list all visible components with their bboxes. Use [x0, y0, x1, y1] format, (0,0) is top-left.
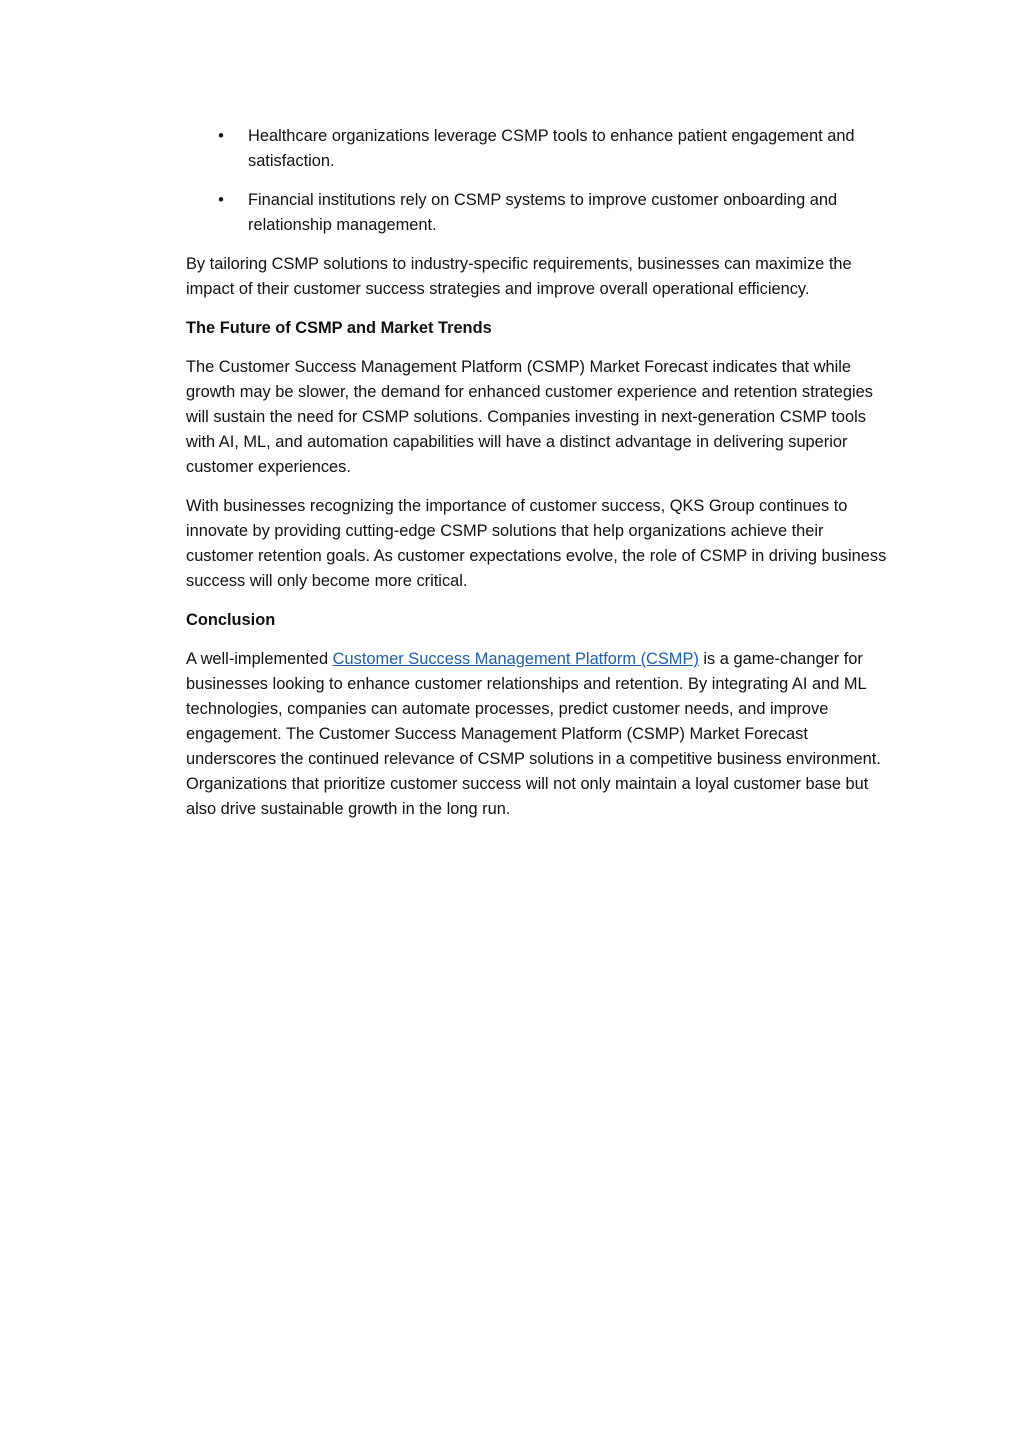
bullet-text: Healthcare organizations leverage CSMP tools to enhance patient engagement and satisfaction.	[248, 127, 855, 170]
paragraph-forecast: The Customer Success Management Platform (CSMP) Market Forecast indicates that while growth may be slower, the demand for enhanced customer experience and retention strategies will sustain the need for CSMP solutions. Companies investing in next-generation CSMP tools with AI, ML, and automation capabilities will have a distinct advantage in delivering superior customer experiences.	[186, 358, 873, 476]
bullet-text: Financial institutions rely on CSMP systems to improve customer onboarding and relationship management.	[248, 191, 838, 234]
section-heading-future: The Future of CSMP and Market Trends	[186, 319, 492, 337]
list-item	[186, 188, 892, 238]
conclusion-text-start: A well-implemented	[186, 650, 333, 668]
document-page	[186, 124, 892, 836]
paragraph-conclusion	[186, 647, 892, 822]
section-heading-conclusion: Conclusion	[186, 611, 276, 629]
paragraph-tailoring: By tailoring CSMP solutions to industry-specific requirements, businesses can maximize the impact of their customer success strategies and improve overall operational efficiency.	[186, 255, 852, 298]
conclusion-text-end: is a game-changer for businesses looking to enhance customer relationships and retention. By integrating AI and ML technologies, companies can automate processes, predict customer needs, and improve engagement. The Customer Success Management Platform (CSMP) Market Forecast underscores the continued relevance of CSMP solutions in a competitive business environment. Organizations that prioritize customer success will not only maintain a loyal customer base but also drive sustainable growth in the long run.	[186, 650, 881, 818]
paragraph-qks: With businesses recognizing the importance of customer success, QKS Group continues to innovate by providing cutting-edge CSMP solutions that help organizations achieve their customer retention goals. As customer expectations evolve, the role of CSMP in driving business success will only become more critical.	[186, 497, 887, 590]
csmp-link[interactable]: Customer Success Management Platform (CSMP)	[332, 650, 699, 668]
bullet-list	[186, 124, 892, 238]
list-item	[186, 124, 892, 174]
bullet-icon: •	[218, 127, 224, 145]
bullet-icon: •	[218, 191, 224, 209]
